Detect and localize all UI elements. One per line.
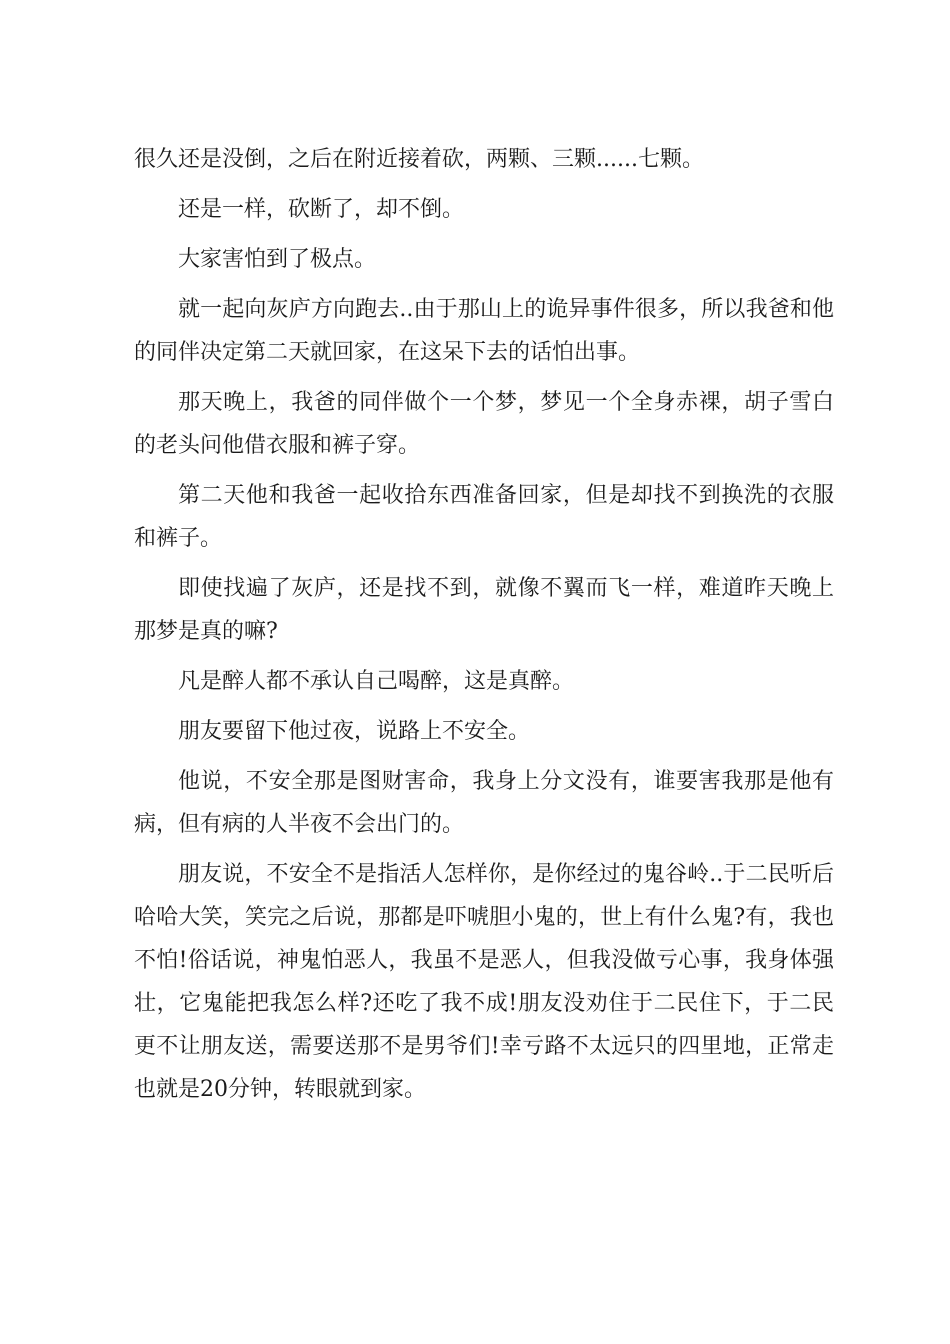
- paragraph-9: 朋友要留下他过夜，说路上不安全。: [178, 719, 531, 744]
- paragraph-10: 他说，不安全那是图财害命，我身上分文没有，谁要害我那是他有病，但有病的人半夜不会出门的。: [134, 769, 834, 837]
- paragraph-7: 即使找遍了灰庐，还是找不到，就像不翼而飞一样，难道昨天晚上那梦是真的嘛?: [134, 576, 834, 644]
- paragraph-8: 凡是醉人都不承认自己喝醉，这是真醉。: [178, 669, 575, 694]
- document-body: [134, 138, 834, 1118]
- paragraph-4: 就一起向灰庐方向跑去..由于那山上的诡异事件很多，所以我爸和他的同伴决定第二天就回家，在这呆下去的话怕出事。: [134, 297, 834, 365]
- paragraph-2: 还是一样，砍断了，却不倒。: [178, 197, 465, 222]
- paragraph-5: 那天晚上，我爸的同伴做个一个梦，梦见一个全身赤裸，胡子雪白的老头问他借衣服和裤子穿。: [134, 390, 834, 458]
- paragraph-11: 朋友说，不安全不是指活人怎样你，是你经过的鬼谷岭..于二民听后哈哈大笑，笑完之后说，那都是吓唬胆小鬼的，世上有什么鬼?有，我也不怕!俗话说，神鬼怕恶人，我虽不是恶人，但我没做亏心事，我身体强壮，它鬼能把我怎么样?还吃了我不成!朋友没劝住于二民住下，于二民更不让朋友送，需要送那不是男爷们!幸亏路不太远只的四里地，正常走也就是20分钟，转眼就到家。: [134, 862, 834, 1102]
- paragraph-6: 第二天他和我爸一起收拾东西准备回家，但是却找不到换洗的衣服和裤子。: [134, 483, 834, 551]
- paragraph-1: 很久还是没倒，之后在附近接着砍，两颗、三颗......七颗。: [134, 147, 704, 172]
- paragraph-3: 大家害怕到了极点。: [178, 247, 377, 272]
